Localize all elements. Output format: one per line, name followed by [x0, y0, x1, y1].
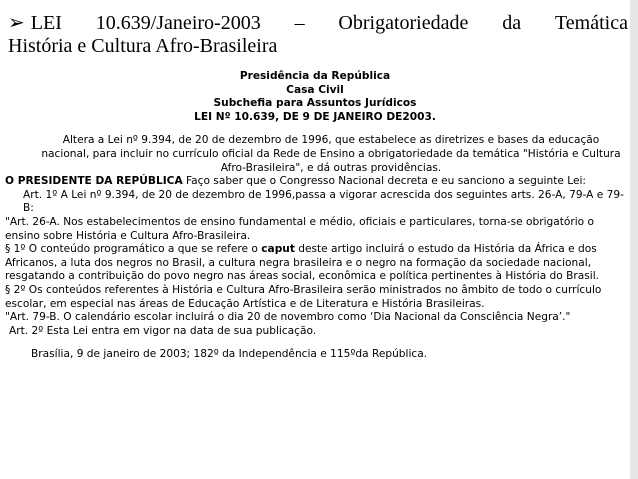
- slide-edge-bar: [630, 0, 638, 479]
- header-subchefia: Subchefia para Assuntos Jurídicos: [213, 97, 417, 110]
- president-paragraph: [5, 175, 625, 189]
- header-presidencia: Presidência da República: [239, 70, 391, 82]
- article-2: Art. 2º Esta Lei entra em vigor na data de sua publicação.: [9, 324, 317, 337]
- president-label: O PRESIDENTE DA REPÚBLICA: [5, 175, 183, 188]
- law-summary: Altera a Lei nº 9.394, de 20 de dezembro de 1996, que estabelece as diretrizes e bases da educação nacional, para incluir no currículo oficial da Rede de Ensino a obrigatoriedade da temática "História e Cultura Afro-Brasileira", e dá outras providências.: [41, 134, 621, 174]
- article-79b: "Art. 79-B. O calendário escolar incluirá o dia 20 de novembro como ‘Dia Nacional da Consciência Negra’.": [5, 311, 571, 324]
- title-line-2: História e Cultura Afro-Brasileira: [8, 35, 278, 57]
- title-word: 10.639/Janeiro-2003: [95, 12, 261, 34]
- paragraph-2: § 2º Os conteúdos referentes à História e Cultura Afro-Brasileira serão ministrados no âmbito de todo o currículo escolar, em especial nas áreas de Educação Artística e de Literatura e História Brasileiras.: [5, 283, 602, 310]
- president-text: Faço saber que o Congresso Nacional decreta e eu sanciono a seguinte Lei:: [182, 175, 587, 188]
- title-word: da: [502, 12, 522, 34]
- title-word: LEI: [30, 12, 62, 34]
- article-26a: "Art. 26-A. Nos estabelecimentos de ensino fundamental e médio, oficiais e particulares, torna-se obrigatório o ensino sobre História e Cultura Afro-Brasileira.: [5, 215, 594, 242]
- slide-title: [8, 12, 628, 58]
- title-line-1: [8, 12, 628, 35]
- law-number: LEI Nº 10.639, DE 9 DE JANEIRO DE2003.: [194, 110, 436, 123]
- arrow-bullet-icon: ➢: [8, 12, 25, 34]
- paragraph-1: § 1º O conteúdo programático a que se refere o caput deste artigo incluirá o estudo da História da África e dos Africanos, a luta dos negros no Brasil, a cultura negra brasileira e o negro na formação da sociedade nacional, resgatando a contribuição do povo negro nas áreas social, econômica e política pertinentes à História do Brasil.: [5, 243, 600, 283]
- article-1: Art. 1º A Lei nº 9.394, de 20 de dezembro de 1996,passa a vigorar acrescida dos seguintes arts. 26-A, 79-A e 79-B:: [23, 188, 624, 215]
- header-casa-civil: Casa Civil: [286, 83, 344, 96]
- title-word: Obrigatoriedade: [338, 12, 469, 34]
- signature-line: Brasília, 9 de janeiro de 2003; 182º da Independência e 115ºda República.: [31, 348, 428, 361]
- title-word: Temática: [554, 12, 628, 34]
- title-word: –: [294, 12, 305, 34]
- law-document: [5, 70, 625, 362]
- caput-term: caput: [261, 243, 295, 256]
